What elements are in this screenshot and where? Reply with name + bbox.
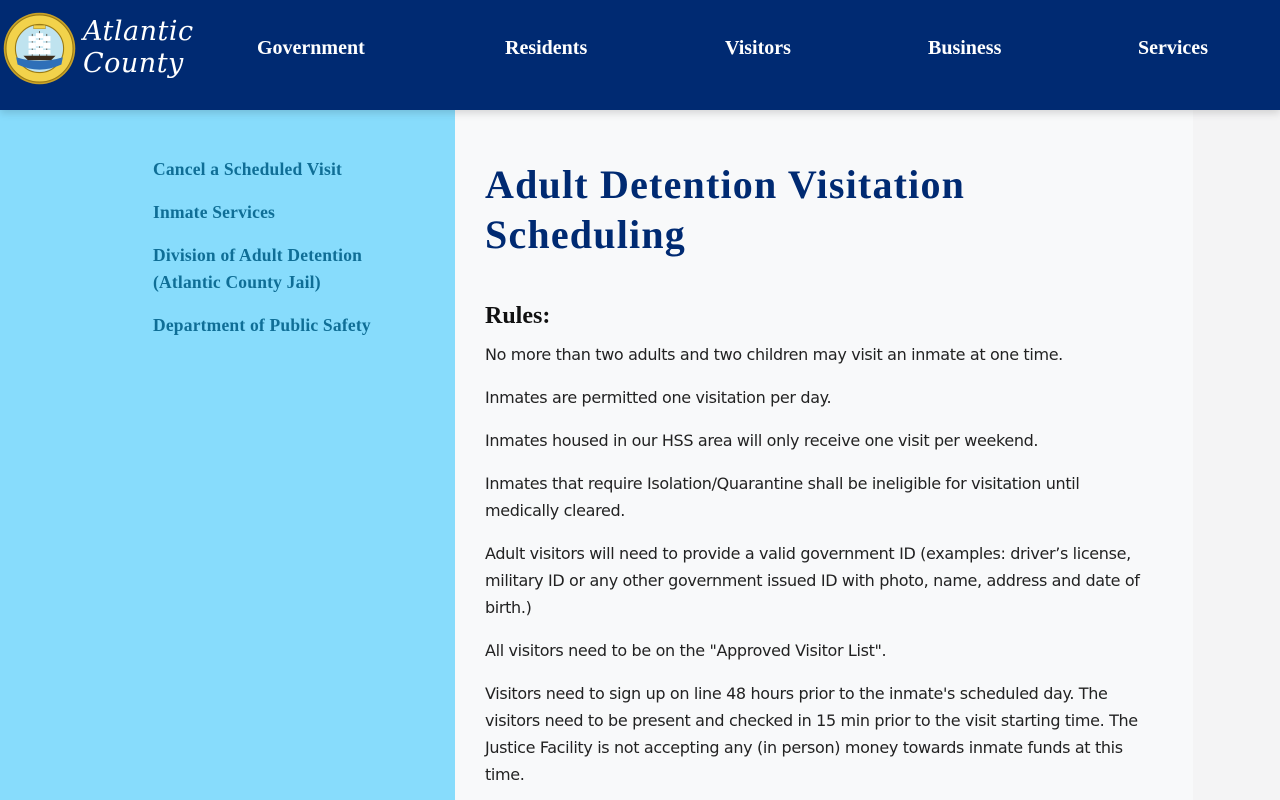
sidebar-item <box>153 199 413 226</box>
rule-text: Inmates are permitted one visitation per day. <box>485 388 832 407</box>
rule-text: Adult visitors will need to provide a valid government ID (examples: driver’s license, military ID or any other government issued ID with photo, name, address and date of birth.) <box>485 544 1140 617</box>
county-seal-icon <box>3 12 76 85</box>
sidebar-item <box>153 156 413 183</box>
logo-line-2: County <box>83 48 184 79</box>
site-header <box>0 0 1280 110</box>
page-title: Adult Detention Visitation Scheduling <box>485 162 966 257</box>
sidebar-item <box>153 312 413 339</box>
rule-text: All visitors need to be on the "Approved Visitor List". <box>485 641 887 660</box>
sidebar-link-public-safety[interactable]: Department of Public Safety <box>153 315 371 335</box>
rule-text: No more than two adults and two children may visit an inmate at one time. <box>485 345 1063 364</box>
nav-government[interactable]: Government <box>257 37 365 59</box>
sidebar-link-inmate-services[interactable]: Inmate Services <box>153 202 276 222</box>
rule-text: Inmates that require Isolation/Quarantine shall be ineligible for visitation until medically cleared. <box>485 474 1080 520</box>
rule-text: Inmates housed in our HSS area will only receive one visit per weekend. <box>485 431 1039 450</box>
rule-text: Visitors need to sign up on line 48 hours prior to the inmate's scheduled day. The visitors need to be present and checked in 15 min prior to the visit starting time. The Justice Facility is not accepting any (in person) money towards inmate funds at this time. <box>485 684 1138 784</box>
sidebar-link-adult-detention[interactable]: Division of Adult Detention (Atlantic County Jail) <box>153 245 363 292</box>
sidebar-item <box>153 242 413 296</box>
logo-wordmark <box>83 16 194 80</box>
main-content <box>455 110 1193 800</box>
logo-line-1: Atlantic <box>83 16 194 47</box>
sidebar-menu <box>153 156 413 355</box>
sidebar <box>0 110 455 800</box>
rules-heading: Rules: <box>485 303 551 329</box>
sidebar-link-cancel-visit[interactable]: Cancel a Scheduled Visit <box>153 159 343 179</box>
nav-visitors[interactable]: Visitors <box>725 37 791 59</box>
nav-business[interactable]: Business <box>928 37 1002 59</box>
nav-residents[interactable]: Residents <box>505 37 588 59</box>
home-logo-link[interactable] <box>0 10 200 88</box>
article <box>485 160 1175 800</box>
nav-services[interactable]: Services <box>1138 37 1208 59</box>
